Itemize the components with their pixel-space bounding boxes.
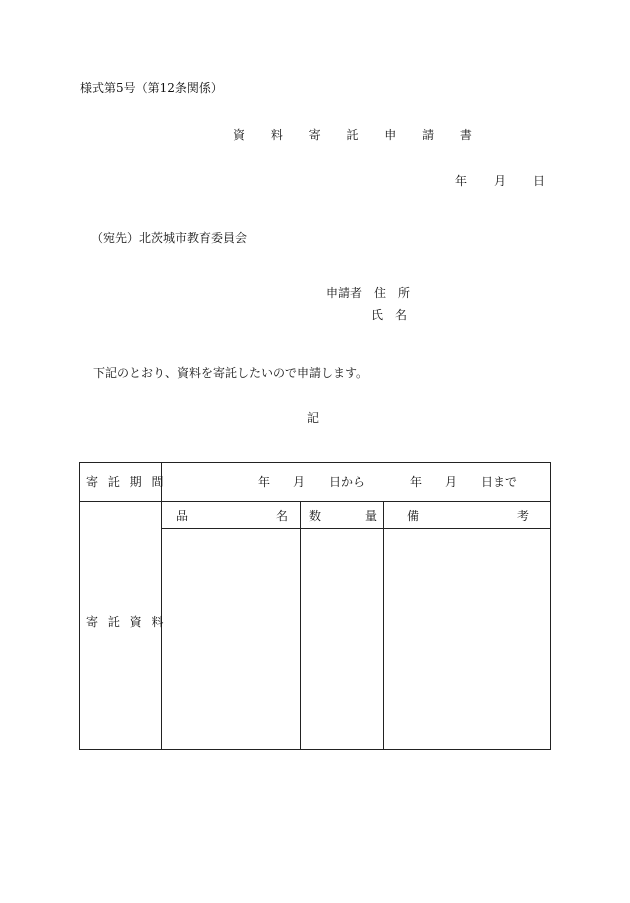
header-item-name-2: 名 xyxy=(276,509,289,523)
header-quantity-2: 量 xyxy=(365,509,378,523)
period-year-2: 年 xyxy=(410,475,423,489)
period-month-2: 月 xyxy=(445,475,458,489)
header-quantity-1: 数 xyxy=(309,509,322,523)
body-text: 下記のとおり、資料を寄託したいので申請します。 xyxy=(93,366,369,380)
header-item-name-1: 品 xyxy=(176,509,189,523)
quantity-remarks-divider xyxy=(383,501,384,749)
period-month-1: 月 xyxy=(293,475,306,489)
ki-heading: 記 xyxy=(307,411,320,425)
date-year-label: 年 xyxy=(455,174,468,188)
deposit-materials-label: 寄 託 資 料 xyxy=(86,615,167,629)
addressee: （宛先）北茨城市教育委員会 xyxy=(91,231,248,245)
header-remarks-2: 考 xyxy=(517,509,530,523)
date-month-label: 月 xyxy=(494,174,507,188)
form-number: 様式第5号（第12条関係） xyxy=(80,81,223,95)
applicant-name-label: 氏 名 xyxy=(371,308,408,322)
deposit-form-table xyxy=(79,462,551,750)
period-from: 日から xyxy=(329,475,366,489)
date-line xyxy=(455,175,545,187)
item-quantity-divider xyxy=(300,501,301,749)
applicant-address-label: 申請者 住 所 xyxy=(326,286,411,300)
period-until: 日まで xyxy=(481,475,518,489)
document-title: 資 料 寄 託 申 請 書 xyxy=(233,128,483,142)
period-year-1: 年 xyxy=(258,475,271,489)
header-remarks-1: 備 xyxy=(407,509,420,523)
date-day-label: 日 xyxy=(533,174,546,188)
deposit-period-label: 寄 託 期 間 xyxy=(86,475,167,489)
period-row-divider xyxy=(80,501,550,502)
header-row-divider xyxy=(161,528,550,529)
label-column-divider xyxy=(161,463,162,749)
